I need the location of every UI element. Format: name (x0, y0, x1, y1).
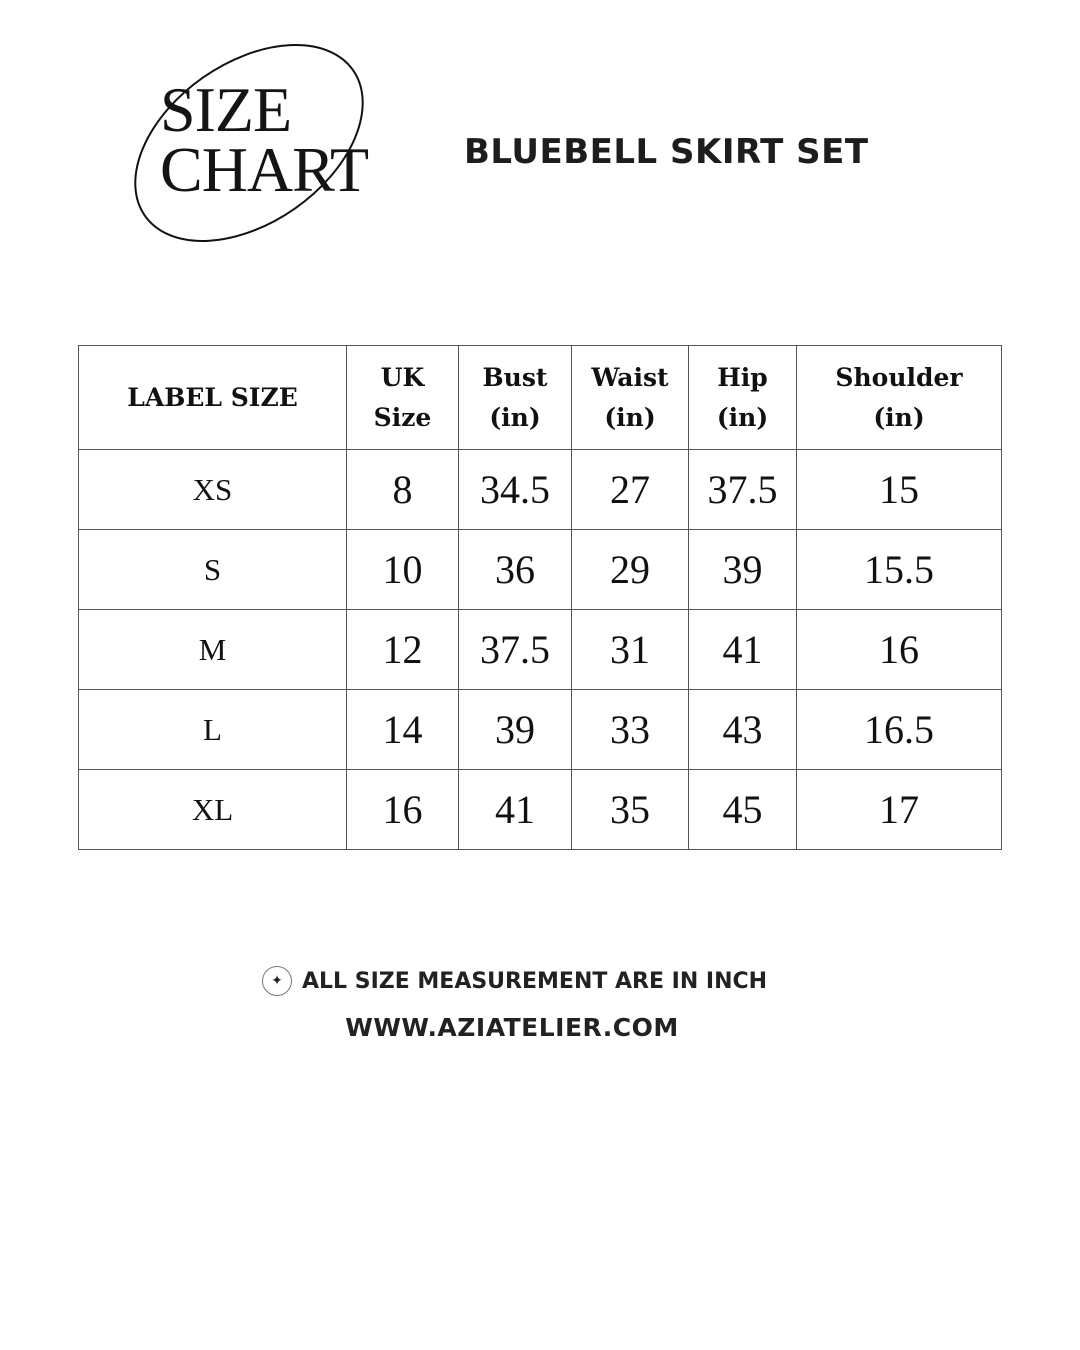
header-waist: Waist (in) (572, 346, 689, 450)
header-shoulder: Shoulder (in) (797, 346, 1002, 450)
cell-hip: 41 (689, 610, 797, 690)
size-table (78, 345, 1002, 850)
cell-label-size: XS (79, 450, 347, 530)
measurement-note-text: ALL SIZE MEASUREMENT ARE IN INCH (302, 968, 768, 994)
cell-bust: 41 (459, 770, 572, 850)
cell-shoulder: 17 (797, 770, 1002, 850)
header-hip: Hip (in) (689, 346, 797, 450)
cell-shoulder: 15 (797, 450, 1002, 530)
logo-line-1: SIZE (160, 74, 292, 145)
cell-bust: 37.5 (459, 610, 572, 690)
cell-label-size: L (79, 690, 347, 770)
sparkle-icon: ✦ (262, 966, 292, 996)
cell-hip: 43 (689, 690, 797, 770)
cell-hip: 37.5 (689, 450, 797, 530)
cell-uk-size: 12 (347, 610, 459, 690)
table-row (79, 530, 1002, 610)
logo-line-2: CHART (160, 134, 369, 205)
table-row (79, 610, 1002, 690)
table-header-row (79, 346, 1002, 450)
header-bust: Bust (in) (459, 346, 572, 450)
cell-label-size: M (79, 610, 347, 690)
logo-text (160, 74, 369, 205)
cell-uk-size: 10 (347, 530, 459, 610)
product-title: BLUEBELL SKIRT SET (464, 132, 869, 172)
cell-waist: 31 (572, 610, 689, 690)
cell-shoulder: 16 (797, 610, 1002, 690)
cell-shoulder: 16.5 (797, 690, 1002, 770)
cell-hip: 39 (689, 530, 797, 610)
measurement-note (262, 966, 767, 996)
cell-bust: 39 (459, 690, 572, 770)
cell-waist: 33 (572, 690, 689, 770)
cell-hip: 45 (689, 770, 797, 850)
cell-waist: 35 (572, 770, 689, 850)
table-row (79, 690, 1002, 770)
table-row (79, 770, 1002, 850)
cell-label-size: XL (79, 770, 347, 850)
cell-uk-size: 14 (347, 690, 459, 770)
header-label-size: LABEL SIZE (79, 346, 347, 450)
cell-bust: 34.5 (459, 450, 572, 530)
size-chart-logo (110, 28, 390, 260)
cell-shoulder: 15.5 (797, 530, 1002, 610)
cell-bust: 36 (459, 530, 572, 610)
cell-uk-size: 16 (347, 770, 459, 850)
website-url: WWW.AZIATELIER.COM (345, 1013, 679, 1042)
cell-waist: 29 (572, 530, 689, 610)
header-uk-size: UK Size (347, 346, 459, 450)
cell-waist: 27 (572, 450, 689, 530)
table-row (79, 450, 1002, 530)
cell-uk-size: 8 (347, 450, 459, 530)
cell-label-size: S (79, 530, 347, 610)
